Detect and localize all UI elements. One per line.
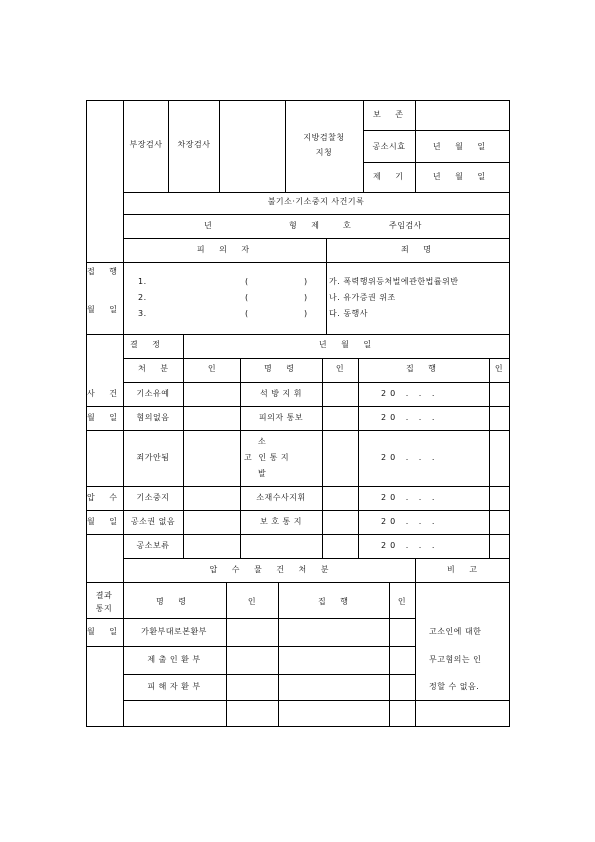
approval-label-2: 차장검사 <box>177 140 211 149</box>
side-label-date: 월 일 <box>87 305 123 314</box>
suspect-1: 1. <box>138 277 147 286</box>
disposition-5: 공소권 없음 <box>130 517 176 526</box>
header-order: 명 령 <box>264 364 300 373</box>
chief-label-2: 지청 <box>315 148 333 157</box>
seized-row-1: 가환부대로본환부 <box>141 627 207 636</box>
form-title: 불기소·기소중지 사건기록 <box>267 197 365 206</box>
seized-header-seal-1: 인 <box>247 597 257 606</box>
side-label-receipt: 접 행 <box>87 267 123 276</box>
disposition-1: 기소유예 <box>136 389 170 398</box>
charge-header: 죄 명 <box>401 245 437 254</box>
order-3-line-3: 발 <box>258 469 267 478</box>
border-right <box>509 100 510 727</box>
disposition-3: 죄가안됨 <box>136 453 170 462</box>
seized-header-exec: 집 행 <box>318 597 354 606</box>
chief-label-1: 지방검찰청 <box>303 133 345 142</box>
side-label-result-date: 월 일 <box>87 627 123 636</box>
order-1: 석 방 지 휘 <box>259 389 303 398</box>
remark-line-1: 고소인에 대한 <box>429 627 482 636</box>
header-seal-1: 인 <box>207 364 217 373</box>
side-label-case-date: 월 일 <box>87 413 123 422</box>
remark-line-2: 무고혐의는 인 <box>429 655 482 664</box>
disposition-6: 공소보류 <box>136 541 170 550</box>
seized-header-order: 명 령 <box>156 597 192 606</box>
charge-2: 나. 유가증권 위조 <box>329 293 396 302</box>
side-label-case: 사 건 <box>87 389 123 398</box>
case-no-label: 호 <box>343 221 352 230</box>
disposal-label: 제 기 <box>373 172 409 181</box>
header-seal-3: 인 <box>494 364 504 373</box>
remark-line-3: 정할 수 없음. <box>429 682 480 691</box>
side-label-seizure: 압 수 <box>87 493 123 502</box>
exec-date-5[interactable]: 20 . . . <box>381 517 439 526</box>
prosecutor-label: 주임검사 <box>389 221 422 230</box>
border-top <box>86 100 510 101</box>
decision-date[interactable]: 년 월 일 <box>318 340 378 349</box>
side-label-result: 결과 통지 <box>95 591 113 613</box>
charge-3: 다. 동행사 <box>329 309 368 318</box>
header-seal-2: 인 <box>335 364 345 373</box>
exec-date-2[interactable]: 20 . . . <box>381 413 439 422</box>
case-type-label: 형 제 <box>289 221 325 230</box>
side-label-seizure-date: 월 일 <box>87 517 123 526</box>
order-2: 피의자 통보 <box>258 413 304 422</box>
exec-date-3[interactable]: 20 . . . <box>381 453 439 462</box>
order-3-line-1: 소 <box>258 437 267 446</box>
suspect-2: 2. <box>138 293 147 302</box>
border-bottom <box>86 726 510 727</box>
seized-row-3: 피 해 자 환 부 <box>147 682 201 691</box>
approval-label-1: 부장검사 <box>129 140 163 149</box>
disposition-2: 혐의없음 <box>136 413 170 422</box>
remark-header: 비 고 <box>447 565 483 574</box>
case-record-form: 부장검사 차장검사 지방검찰청 지청 보 존 공소시효 년 월 일 제 기 년 월 일 불기소·기소중지 사건기록 년 형 제 호 주임검사 피 의 자 죄 명 접 행 월 일 1. 2. 3. ( ) ( ) ( ) 가. 폭력행위등처벌에관한법률위반 나. 유가증권 위조 다. 동행사 결 정 년 월 일 처 분 인 명 령 인 집 행 인 사 건 월 일 압 수 월 일 기소유예 석 방 지 휘 20 . . . 혐의없음 피의자 통보 20 . . . 죄가안됨 소 고 인 통 지 발 20 . . . 기소중지 소재수사지휘 20 . . . 공소권 없음 보 호 통 지 20 . . . 공소보류 20 . . . 압 수 물 건 처 분 비 고 결과 통지 월 일 명 령 인 집 행 인 가환부대로본환부 제 출 인 환 부 피 해 자 환 부 고소인에 대한 무고혐의는 인 정할 수 없음. <box>86 100 510 726</box>
limitation-date[interactable]: 년 월 일 <box>432 142 492 151</box>
disposal-date[interactable]: 년 월 일 <box>432 172 492 181</box>
disposition-4: 기소중지 <box>136 493 170 502</box>
suspect-3: 3. <box>138 309 147 318</box>
order-4: 소재수사지휘 <box>256 493 306 502</box>
exec-date-1[interactable]: 20 . . . <box>381 389 439 398</box>
header-execution: 집 행 <box>406 364 442 373</box>
exec-date-6[interactable]: 20 . . . <box>381 541 439 550</box>
case-year-label: 년 <box>204 221 213 230</box>
suspect-header: 피 의 자 <box>196 245 256 254</box>
limitation-label: 공소시효 <box>372 142 406 151</box>
header-disposition: 처 분 <box>138 364 174 373</box>
decision-label: 결 정 <box>130 340 166 349</box>
order-3-line-2: 고 인 통 지 <box>244 453 290 462</box>
charge-1: 가. 폭력행위등처벌에관한법률위반 <box>329 277 459 286</box>
seized-title: 압 수 물 건 처 분 <box>209 565 335 574</box>
order-5: 보 호 통 지 <box>259 517 303 526</box>
preserve-label: 보 존 <box>373 110 409 119</box>
left-column-line <box>123 100 124 726</box>
seized-row-2: 제 출 인 환 부 <box>147 655 201 664</box>
seized-header-seal-2: 인 <box>397 597 407 606</box>
exec-date-4[interactable]: 20 . . . <box>381 493 439 502</box>
